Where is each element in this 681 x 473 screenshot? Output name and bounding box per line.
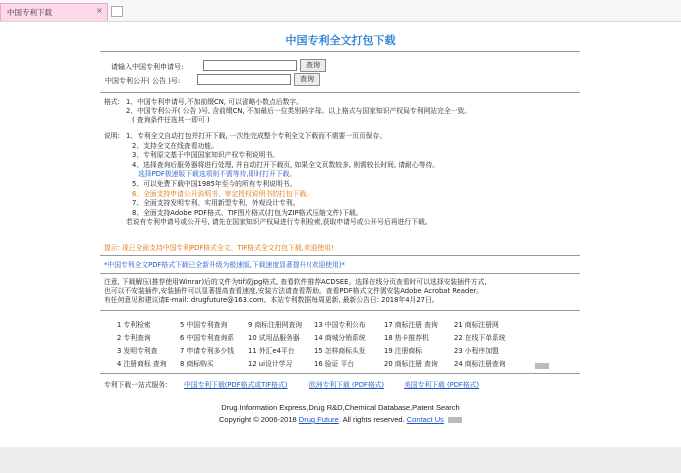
query-button-1[interactable]: 查询 [300,59,326,72]
divider [100,373,580,374]
notice-line: 也可以不安装插件,安装插件可以显著提高查看速度,安装方法请查看帮助。查看PDF格式文件需安装Adobe Acrobat Reader。 [104,287,484,295]
us-patent-download-link[interactable]: 美国专利下载 (PDF格式) [404,381,480,389]
divider [100,92,580,93]
note-line: 8、全面支持Adobe PDF格式、TIF图片格式(打包为ZIP格式压缩文件)下载。 [132,208,363,217]
notice-line: 有任何意见和建议请E-mail: drugfuture@163.com。本站专利数据每周更新, 最新公告日: 2018年4月27日。 [104,296,439,304]
divider [100,273,580,274]
ad-link[interactable]: 19 注册商标 [384,347,422,355]
footer-copyright [0,415,681,424]
ad-link[interactable]: 15 怎样商标头发 [314,347,366,355]
ad-link[interactable]: 13 中国专利公布 [314,321,366,329]
promo-speed: *中国专利全文PDF格式下载已全新升级为极速版,下载速度显著提升!(欢迎使用)* [104,261,345,269]
copyright-text: Copyright © 2006-2018 [219,415,297,424]
note-line: 4、选择查询后服务器将进行处理, 并自动打开下载页, 如果全文页数较多, 则需较长时间, 请耐心等待。 [132,160,440,169]
ad-link[interactable]: 2 专利查询 [117,334,151,342]
ad-link[interactable]: 7 申请专利多少钱 [180,347,235,355]
counter-badge-icon [448,417,462,423]
cn-patent-download-link[interactable]: 中国专利下载(PDF格式或TIF格式) [184,381,288,389]
page-title: 中国专利全文打包下载 [285,34,396,47]
ad-link[interactable]: 21 商标注册网 [454,321,499,329]
ad-link[interactable]: 4 注册商标 查询 [117,360,167,368]
tab-title: 中国专利下载 [7,8,52,17]
divider [100,51,580,52]
note-line: 若说有专利申请号或公开号, 请先在国家知识产权局进行专利检索,获取申请号或公开号后再进行下载。 [126,218,432,227]
ep-patent-download-link[interactable]: 欧洲专利下载 (PDF格式) [309,381,385,389]
notes-prefix: 说明: [104,132,120,140]
ad-link[interactable]: 18 热卡推荐机 [384,334,429,342]
format-prefix: 格式: [104,98,120,106]
ad-link[interactable]: 23 小程序加盟 [454,347,499,355]
publication-number-label: 中国专利公开( 公告 )号: [105,77,181,85]
ad-link[interactable]: 6 中国专利查询系 [180,334,235,342]
close-icon[interactable]: × [96,6,103,15]
ad-link[interactable]: 5 中国专利查询 [180,321,228,329]
note-line: 6、全面支持申请公开说明书、审定授权说明书的打包下载。 [132,189,314,198]
ad-link[interactable]: 8 商标购买 [180,360,214,368]
ad-link[interactable]: 12 ui设计学习 [248,360,293,368]
ad-link[interactable]: 11 外汇e4平台 [248,347,295,355]
format-line: ( 查询条件任选其一即可 ) [132,116,210,124]
divider [100,310,580,311]
drug-future-link[interactable]: Drug Future [298,415,339,424]
application-number-input[interactable] [203,60,297,71]
note-line: 3、专利原文基于中国国家知识产权专利说明书。 [132,151,280,160]
query-button-2[interactable]: 查询 [294,73,320,86]
page-content [0,22,681,447]
browser-tab[interactable] [0,3,108,21]
note-line: 选择PDF极速版下载选项则不需等待,即时打开下载。 [138,170,297,179]
application-number-label: 请输入中国专利申请号: [111,63,184,71]
ad-link[interactable]: 14 商城分销系统 [314,334,366,342]
note-line: 2、支持全文在线查看功能。 [132,141,218,150]
ad-link[interactable]: 22 在线下单系统 [454,334,506,342]
publication-number-input[interactable] [197,74,291,85]
browser-tab-bar [0,0,681,22]
format-line: 1、中国专利申请号,不加前缀CN, 可以省略小数点后数字。 [126,98,303,106]
new-tab-icon[interactable] [111,6,123,17]
ad-link[interactable]: 1 专利检索 [117,321,151,329]
note-line: 5、可以免费下载中国1985年至今的所有专利说明书。 [132,180,297,188]
promo-tip: 提示: 现已全面支持中国专利PDF格式全文、TIF格式全文打包下载,欢迎使用! [104,244,334,252]
divider [100,255,580,256]
contact-us-link[interactable]: Contact Us [406,415,444,424]
note-line: 1、专利全文自动打包并打开下载, 一次性完成整个专利全文下载而不需要一页页保存。 [126,132,387,140]
ad-link[interactable]: 3 发明专利查 [117,347,158,355]
ad-link[interactable]: 24 商标注册查询 [454,360,506,368]
bottom-bar [0,447,681,473]
footer-tagline: Drug Information Express,Drug R&D,Chemical Database,Patent Search [221,403,460,412]
ad-link[interactable]: 17 商标注册 查询 [384,321,438,329]
ad-link[interactable]: 9 商标注册网查询 [248,321,303,329]
ad-link[interactable]: 10 试用品服务器 [248,334,300,342]
notice-line: 注意, 下载解压(推荐使用Winrar)后的文件为tif或jpg格式, 查看软件推荐ACDSEE。选择在线分页查看时可以选择安装插件方式, [104,278,487,286]
format-line: 2、中国专利公开( 公告 )号, 含前缀CN, 不加最后一位类别码字母。以上格式与国家知识产权局专利网站完全一致。 [126,107,472,115]
copyright-suffix: . All rights reserved. [338,415,405,424]
ad-link[interactable]: 20 商标注册 查询 [384,360,438,368]
ad-badge-icon [535,363,549,369]
onestop-prefix: 专利下载一站式服务: [104,381,168,389]
note-line: 7、全面支持发明专利、实用新型专利、外观设计专利。 [132,199,300,208]
ad-link[interactable]: 16 验证 平台 [314,360,355,368]
